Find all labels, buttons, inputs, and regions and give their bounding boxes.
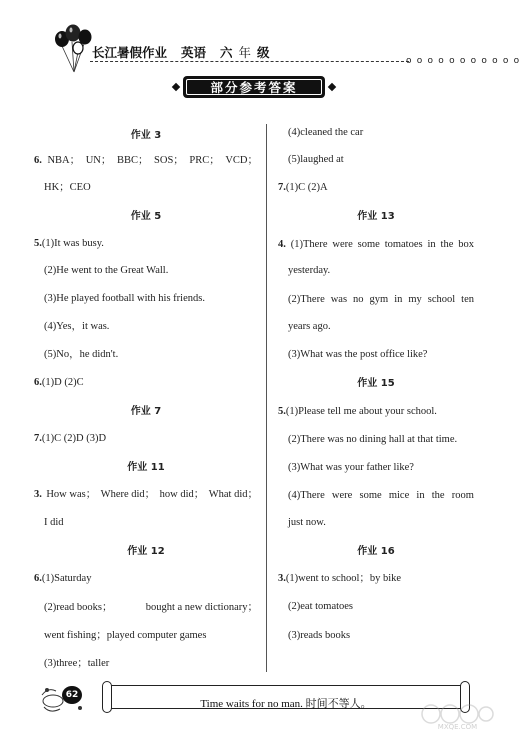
answer-line (288, 126, 474, 139)
answer-line (288, 489, 474, 502)
answer-word: were (332, 239, 353, 250)
answer-word: school (427, 294, 456, 305)
answer-text: years ago. (288, 321, 331, 332)
question-number: 5. (278, 406, 286, 417)
banner-title: 部分参考答案 (210, 80, 298, 95)
series-name: 长江暑假作业 (92, 45, 168, 60)
answer-line (288, 516, 474, 529)
answer-text: went fishing；played computer games (44, 630, 207, 641)
answer-word: mice (388, 490, 410, 501)
answer-line (278, 572, 474, 585)
section-heading: 作业 5 (130, 211, 162, 222)
answer-line (44, 320, 258, 333)
question-number: 6. (34, 573, 42, 584)
subject-name: 英语 (181, 45, 207, 60)
answer-line (44, 348, 258, 361)
answer-line (44, 657, 258, 670)
answer-text: (4)cleaned the car (288, 127, 364, 138)
answer-text: (1)C (2)A (285, 182, 328, 193)
answer-text: (5)No，he didn't. (44, 349, 119, 360)
answer-line (34, 154, 258, 167)
answer-text: (2)eat tomatoes (288, 601, 354, 612)
answer-text: (3)He played football with his friends. (44, 293, 205, 304)
question-number: 5. (34, 238, 42, 249)
question-number: 7. (278, 182, 286, 193)
answer-line (44, 264, 258, 277)
answer-line (44, 601, 258, 614)
answer-line (34, 376, 258, 389)
answer-word: (1)There (290, 239, 328, 250)
question-number: 7. (34, 433, 42, 444)
answer-word: in (394, 294, 403, 305)
answer-text: (3)reads books (288, 630, 351, 641)
answer-word: in (427, 239, 436, 250)
answer-word: SOS； (154, 155, 184, 166)
answer-line (288, 153, 474, 166)
answer-line (288, 320, 474, 333)
question-number: 3. (278, 573, 286, 584)
question-number: 4. (278, 239, 286, 250)
answer-text: HK；CEO (44, 182, 91, 193)
question-number: 6. (34, 377, 42, 388)
answer-word: room (451, 490, 474, 501)
answer-word: ten (461, 294, 474, 305)
answer-word: (2)read books； (44, 602, 113, 613)
answer-line (34, 572, 258, 585)
question-number: 6. (34, 155, 42, 166)
answer-line (278, 405, 474, 418)
scroll-body (110, 685, 462, 709)
section-heading: 作业 12 (127, 546, 165, 557)
watermark-text: MXQE.COM (437, 723, 478, 731)
answer-line (288, 293, 474, 306)
answer-word: (2)There (288, 294, 325, 305)
answer-word: (4)There (288, 490, 325, 501)
section-heading: 作业 3 (130, 130, 162, 141)
answer-text: (1)Please tell me about your school. (285, 406, 437, 417)
answer-text: (4)Yes，it was. (44, 321, 110, 332)
answer-word: some (359, 490, 382, 501)
answer-text: (1)went to school；by bike (285, 573, 402, 584)
answer-line (288, 461, 474, 474)
section-heading: 作业 16 (357, 546, 395, 557)
question-number: 3. (34, 489, 42, 500)
answer-line (44, 181, 258, 194)
answer-line (288, 433, 474, 446)
answer-word: how did； (159, 489, 205, 500)
answer-word: What did； (208, 489, 258, 500)
grade-char-3: 级 (257, 45, 271, 60)
page-header (0, 0, 520, 80)
section-heading: 作业 11 (127, 462, 165, 473)
answer-word: the (431, 490, 445, 501)
answer-line (288, 348, 474, 361)
answer-line (288, 629, 474, 642)
answer-text: (2)He went to the Great Wall. (44, 265, 169, 276)
answer-line (278, 238, 474, 251)
answer-line (278, 181, 474, 194)
answer-word: UN； (85, 155, 112, 166)
motto-scroll (100, 681, 472, 713)
answer-text: I did (44, 517, 64, 528)
answer-line (288, 600, 474, 613)
section-heading: 作业 15 (357, 378, 395, 389)
answer-word: no (353, 294, 364, 305)
answer-word: BBC； (116, 155, 149, 166)
answer-text: (5)laughed at (288, 154, 344, 165)
watermark-logo-icon (420, 703, 495, 725)
scroll-cap-left (102, 681, 112, 713)
answer-text: (1)Saturday (41, 573, 92, 584)
answer-word: were (331, 490, 353, 501)
answer-word: How was； (46, 489, 97, 500)
answer-text: yesterday. (288, 265, 331, 276)
answer-word: was (330, 294, 348, 305)
answer-word: PRC； (189, 155, 220, 166)
answer-text: (1)D (2)C (41, 377, 84, 388)
motto-text: Time waits for no man. 时间不等人。 (200, 698, 372, 710)
answer-word: NBA； (47, 155, 81, 166)
answer-text: (2)There was no dining hall at that time. (288, 434, 458, 445)
answer-line (44, 629, 258, 642)
answer-line (44, 292, 258, 305)
header-title (92, 43, 271, 61)
watermark (420, 703, 495, 735)
answer-text: (3)What was the post office like? (288, 349, 428, 360)
answer-text: (1)C (2)D (3)D (41, 433, 107, 444)
grade-char-2: 年 (238, 45, 253, 60)
answer-line (44, 516, 258, 529)
header-dots: o o o o o o o o o o o (406, 56, 520, 66)
answer-word: VCD； (225, 155, 258, 166)
answer-line (34, 432, 258, 445)
header-rule (90, 61, 409, 62)
answer-word: bought a new dictionary； (145, 602, 258, 613)
answer-line (34, 488, 258, 501)
answer-word: gym (369, 294, 389, 305)
answers-banner (183, 76, 325, 98)
answer-word: some (357, 239, 380, 250)
answer-text: (3)What was your father like? (288, 462, 414, 473)
answer-word: my (408, 294, 422, 305)
answer-line (288, 264, 474, 277)
page-number: 62 (62, 686, 82, 704)
grade-char-1: 六 (220, 45, 234, 60)
grade-label (220, 45, 271, 60)
answer-line (34, 237, 258, 250)
answer-word: tomatoes (384, 239, 423, 250)
answer-word: the (440, 239, 454, 250)
answer-word: in (416, 490, 425, 501)
column-divider (266, 124, 267, 672)
section-heading: 作业 13 (357, 211, 395, 222)
answer-text: just now. (288, 517, 326, 528)
answer-text: (3)three；taller (44, 658, 110, 669)
answer-word: box (458, 239, 474, 250)
answer-text: (1)It was busy. (41, 238, 104, 249)
section-heading: 作业 7 (130, 406, 162, 417)
answer-word: Where did； (100, 489, 156, 500)
